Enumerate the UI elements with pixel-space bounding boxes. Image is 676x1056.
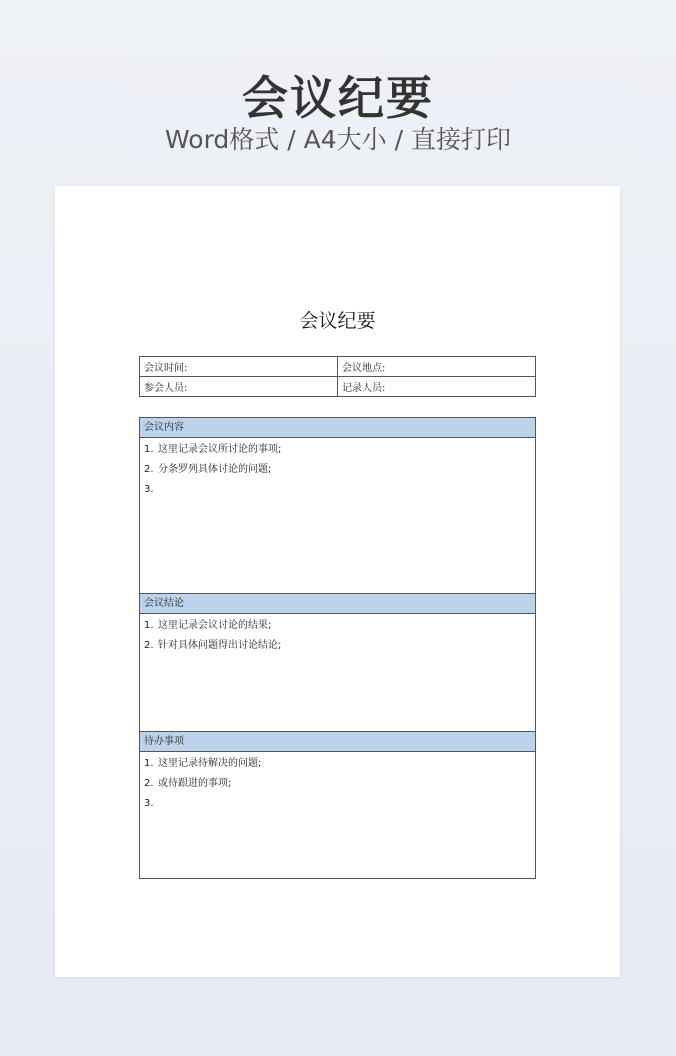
list-item: [144, 638, 535, 658]
list-item: [144, 442, 535, 462]
list-item-text: 这里记录会议所讨论的事项;: [158, 444, 282, 455]
meeting-info-table: [139, 356, 536, 397]
info-row: [140, 357, 536, 377]
meeting-time-cell[interactable]: 会议时间:: [140, 357, 338, 377]
document-title: 会议纪要: [299, 310, 376, 332]
list-item: [144, 482, 535, 502]
attendees-cell[interactable]: 参会人员:: [140, 377, 338, 397]
list-item-number: 3.: [144, 484, 154, 495]
banner-subtitle: Word格式 / A4大小 / 直接打印: [165, 125, 511, 154]
banner-title: 会议纪要: [242, 71, 434, 125]
list-item-number: 2.: [144, 640, 154, 651]
section-body-conclusion[interactable]: [140, 614, 535, 732]
section-header-conclusion: 会议结论: [140, 594, 535, 614]
list-item: [144, 462, 535, 482]
list-item-number: 1.: [144, 444, 154, 455]
document-page: [55, 186, 620, 977]
section-header-content: 会议内容: [140, 418, 535, 438]
list-item-number: 2.: [144, 778, 154, 789]
list-item-number: 2.: [144, 464, 154, 475]
list-item: [144, 618, 535, 638]
list-item-text: 针对具体问题得出讨论结论;: [158, 640, 282, 651]
meeting-location-cell[interactable]: 会议地点:: [338, 357, 536, 377]
list-item-number: 1.: [144, 758, 154, 769]
list-item-text: 分条罗列具体讨论的问题;: [158, 464, 272, 475]
section-body-content[interactable]: [140, 438, 535, 594]
list-item-text: 这里记录待解决的问题;: [158, 758, 262, 769]
section-body-todo[interactable]: [140, 752, 535, 878]
list-item-number: 1.: [144, 620, 154, 631]
minutes-sections: [139, 417, 536, 879]
list-item: [144, 756, 535, 776]
list-item: [144, 776, 535, 796]
list-item-number: 3.: [144, 798, 154, 809]
info-row: [140, 377, 536, 397]
list-item: [144, 796, 535, 816]
list-item-text: 这里记录会议讨论的结果;: [158, 620, 272, 631]
recorder-cell[interactable]: 记录人员:: [338, 377, 536, 397]
list-item-text: 或待跟进的事项;: [158, 778, 232, 789]
section-header-todo: 待办事项: [140, 732, 535, 752]
